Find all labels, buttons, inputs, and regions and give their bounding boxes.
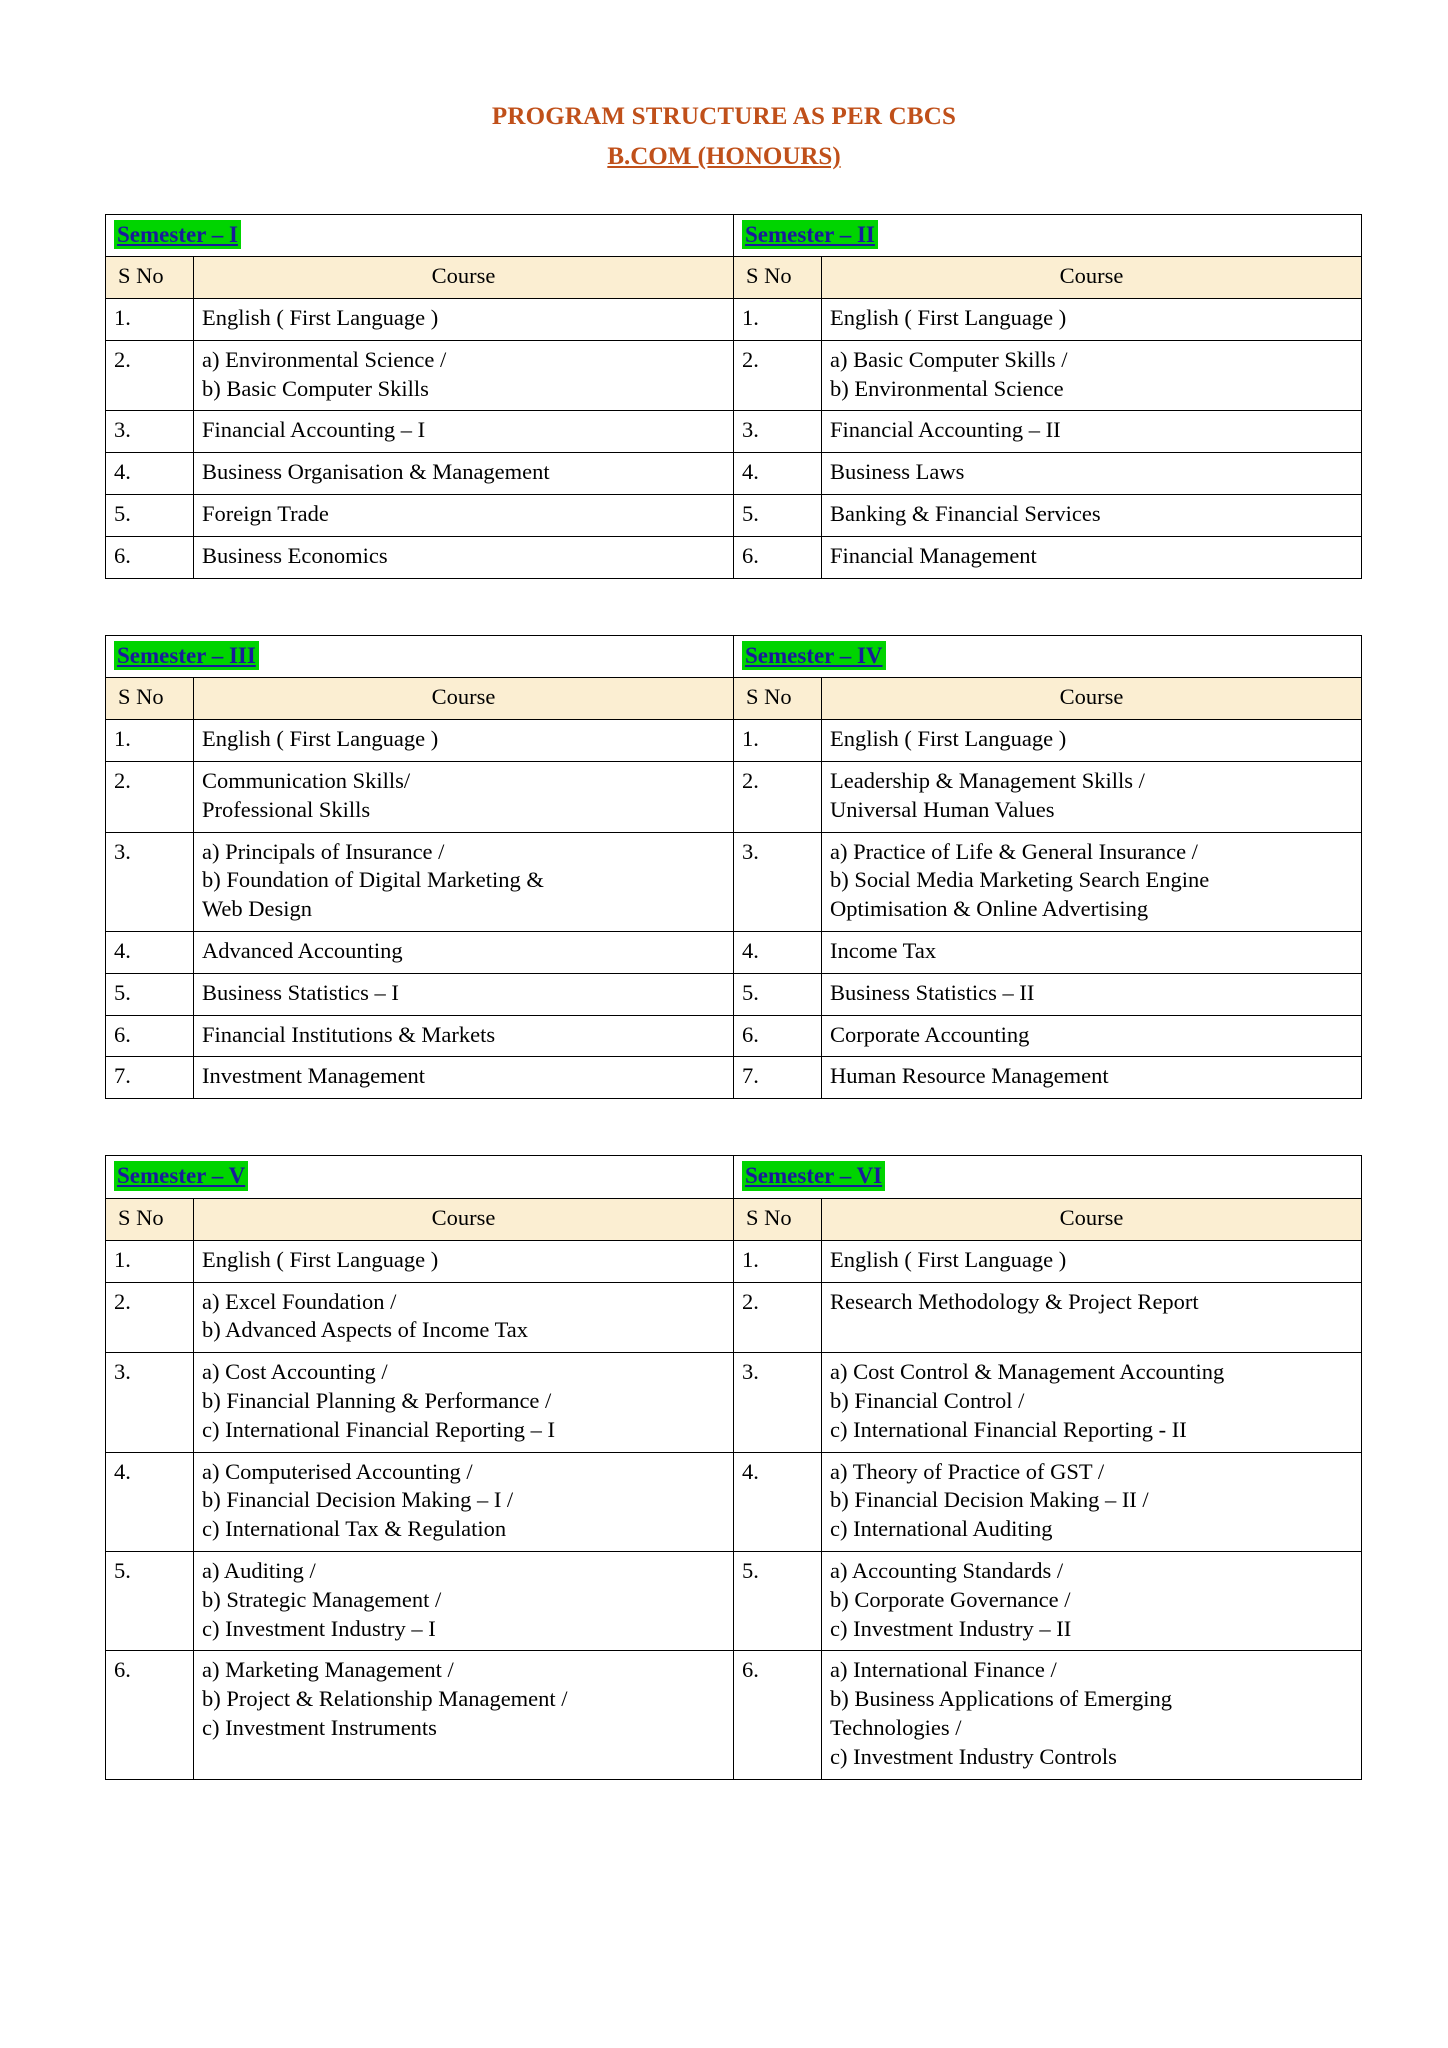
course-line: Communication Skills/ [202,768,411,794]
cell-course [822,1452,1362,1551]
table-row [106,453,1362,495]
course-line: a) Environmental Science / [202,346,447,372]
course-line: b) Environmental Science [830,375,1064,401]
course-line: Financial Management [830,542,1037,568]
cell-course [194,720,734,762]
cell-course [194,453,734,495]
course-line: English ( First Language ) [830,726,1067,752]
course-line: c) International Auditing [830,1516,1053,1542]
semester-title-row [106,635,1362,678]
column-header-course: Course [822,1199,1362,1241]
semester-title-row [106,214,1362,257]
cell-sno: 4. [734,453,822,495]
cell-sno: 5. [734,495,822,537]
cell-sno: 6. [734,1015,822,1057]
course-line: Financial Accounting – I [202,417,426,443]
course-line: a) Accounting Standards / [830,1558,1064,1583]
cell-sno: 5. [106,973,194,1015]
course-line: a) Excel Foundation / [202,1288,397,1314]
cell-course [194,1452,734,1551]
table-row [106,1057,1362,1099]
cell-course [194,832,734,931]
cell-sno: 3. [106,832,194,931]
column-header-row [106,257,1362,299]
cell-sno: 2. [734,1282,822,1353]
semester-table-body-5-6 [106,1156,1362,1779]
cell-sno: 3. [106,411,194,453]
cell-sno: 1. [734,1240,822,1282]
table-row [106,340,1362,411]
course-line: Corporate Accounting [830,1021,1030,1047]
cell-sno: 4. [106,1452,194,1551]
cell-sno: 6. [106,1651,194,1779]
cell-course [822,973,1362,1015]
table-row [106,832,1362,931]
semester-title: Semester – IV [742,641,886,670]
course-line: b) Foundation of Digital Marketing & [202,867,544,893]
table-row [106,720,1362,762]
cell-sno: 3. [734,411,822,453]
column-header-sno: S No [734,257,822,299]
course-line: Business Laws [830,459,965,485]
cell-course [194,932,734,974]
cell-course [822,1552,1362,1651]
course-line: Business Organisation & Management [202,459,550,485]
course-line: English ( First Language ) [202,305,439,331]
cell-sno: 2. [106,762,194,833]
cell-course [822,932,1362,974]
column-header-sno: S No [106,1199,194,1241]
table-row [106,762,1362,833]
semester-title: Semester – I [114,220,241,249]
table-row [106,1015,1362,1057]
course-line: a) Theory of Practice of GST / [830,1458,1105,1484]
cell-sno: 5. [734,973,822,1015]
column-header-course: Course [194,678,734,720]
cell-course [194,1057,734,1099]
semester-title-cell [734,635,1362,678]
course-line: Optimisation & Online Advertising [830,896,1149,922]
cell-sno: 4. [734,1452,822,1551]
cell-course [822,762,1362,833]
cell-course [822,1651,1362,1779]
cell-course [822,1240,1362,1282]
course-line: b) Strategic Management / [202,1586,442,1612]
table-row [106,1282,1362,1353]
cell-course [822,495,1362,537]
course-line: Business Statistics – II [830,979,1035,1005]
column-header-row [106,1199,1362,1241]
course-line: English ( First Language ) [830,1246,1067,1272]
table-row [106,1552,1362,1651]
column-header-course: Course [822,678,1362,720]
course-line: a) Principals of Insurance / [202,838,445,864]
cell-course [194,973,734,1015]
semester-title-cell [734,1156,1362,1199]
course-line: Human Resource Management [830,1063,1109,1089]
course-line: Leadership & Management Skills / [830,768,1145,794]
semester-table-3-4 [105,635,1362,1100]
cell-course [194,411,734,453]
course-line: Web Design [202,896,313,922]
cell-sno: 2. [106,1282,194,1353]
course-line: English ( First Language ) [202,726,439,752]
table-row [106,973,1362,1015]
column-header-course: Course [822,257,1362,299]
table-row [106,411,1362,453]
cell-sno: 7. [734,1057,822,1099]
cell-sno: 6. [734,536,822,578]
cell-sno: 5. [106,495,194,537]
cell-sno: 3. [734,832,822,931]
cell-sno: 7. [106,1057,194,1099]
course-line: English ( First Language ) [202,1246,439,1272]
cell-sno: 6. [106,1015,194,1057]
course-line: Investment Management [202,1063,426,1089]
cell-course [194,536,734,578]
course-line: b) Business Applications of Emerging [830,1686,1173,1712]
course-line: Banking & Financial Services [830,501,1101,527]
cell-sno: 2. [106,340,194,411]
cell-sno: 1. [734,299,822,341]
table-row [106,1452,1362,1551]
course-line: Business Economics [202,542,388,568]
cell-sno: 4. [734,932,822,974]
course-line: a) Marketing Management / [202,1657,454,1683]
cell-sno: 2. [734,340,822,411]
cell-course [194,1651,734,1779]
semester-table-1-2 [105,214,1362,579]
course-line: Financial Accounting – II [830,417,1061,443]
cell-sno: 3. [734,1353,822,1452]
cell-sno: 4. [106,932,194,974]
cell-sno: 1. [106,1240,194,1282]
semester-table-body-1-2 [106,214,1362,578]
course-line: Research Methodology & Project Report [830,1288,1199,1314]
course-line: c) International Tax & Regulation [202,1516,507,1542]
cell-course [194,1240,734,1282]
cell-course [194,1353,734,1452]
table-row [106,1651,1362,1779]
cell-course [822,453,1362,495]
cell-course [822,299,1362,341]
course-line: Foreign Trade [202,501,329,527]
cell-course [194,495,734,537]
cell-sno: 5. [734,1552,822,1651]
cell-course [822,1057,1362,1099]
cell-course [194,762,734,833]
cell-course [194,1015,734,1057]
course-line: Professional Skills [202,796,371,822]
table-row [106,932,1362,974]
semester-title: Semester – II [742,220,878,249]
course-line: a) Basic Computer Skills / [830,346,1068,372]
course-line: a) Auditing / [202,1558,316,1583]
course-line: Business Statistics – I [202,979,399,1005]
page-title: PROGRAM STRUCTURE AS PER CBCS [491,103,957,130]
course-line: c) Investment Industry Controls [830,1743,1117,1769]
semester-title-cell [106,635,734,678]
course-line: b) Financial Planning & Performance / [202,1388,552,1414]
course-line: b) Basic Computer Skills [202,375,429,401]
course-line: a) Computerised Accounting / [202,1458,473,1484]
cell-course [194,1282,734,1353]
cell-course [822,1353,1362,1452]
course-line: c) International Financial Reporting - II [830,1416,1187,1442]
cell-course [822,411,1362,453]
column-header-sno: S No [734,678,822,720]
semester-title: Semester – VI [742,1161,885,1190]
semester-table-5-6 [105,1155,1362,1779]
course-line: a) International Finance / [830,1657,1057,1683]
table-row [106,536,1362,578]
table-row [106,1240,1362,1282]
course-line: b) Financial Control / [830,1388,1025,1414]
cell-sno: 5. [106,1552,194,1651]
column-header-row [106,678,1362,720]
course-line: Advanced Accounting [202,938,403,964]
course-line: a) Practice of Life & General Insurance / [830,838,1198,864]
course-line: b) Financial Decision Making – II / [830,1487,1149,1513]
cell-sno: 1. [734,720,822,762]
cell-course [822,832,1362,931]
cell-sno: 1. [106,720,194,762]
course-line: b) Advanced Aspects of Income Tax [202,1317,529,1343]
table-row [106,495,1362,537]
cell-course [194,299,734,341]
table-row [106,1353,1362,1452]
page-subtitle: B.COM (HONOURS) [607,142,841,170]
course-line: a) Cost Control & Management Accounting [830,1359,1225,1385]
course-line: b) Project & Relationship Management / [202,1686,568,1712]
course-line: Income Tax [830,938,937,964]
cell-course [822,1015,1362,1057]
semester-title: Semester – V [114,1161,248,1190]
course-line: c) Investment Industry – I [202,1615,436,1641]
cell-course [822,720,1362,762]
cell-sno: 3. [106,1353,194,1452]
course-line: c) International Financial Reporting – I [202,1416,556,1442]
column-header-sno: S No [734,1199,822,1241]
cell-course [822,1282,1362,1353]
course-line: Universal Human Values [830,796,1055,822]
semester-title-cell [106,1156,734,1199]
course-line: b) Financial Decision Making – I / [202,1487,514,1513]
cell-course [194,1552,734,1651]
course-line: English ( First Language ) [830,305,1067,331]
cell-sno: 4. [106,453,194,495]
cell-sno: 6. [106,536,194,578]
table-row [106,299,1362,341]
course-line: c) Investment Instruments [202,1714,437,1740]
cell-course [822,536,1362,578]
cell-course [822,340,1362,411]
cell-sno: 6. [734,1651,822,1779]
semester-title-cell [734,214,1362,257]
cell-course [194,340,734,411]
semester-title-row [106,1156,1362,1199]
column-header-course: Course [194,257,734,299]
course-line: Financial Institutions & Markets [202,1021,496,1047]
cell-sno: 2. [734,762,822,833]
column-header-sno: S No [106,678,194,720]
column-header-sno: S No [106,257,194,299]
course-line: b) Social Media Marketing Search Engine [830,867,1210,893]
course-line: Technologies / [830,1714,962,1740]
cell-sno: 1. [106,299,194,341]
semester-table-body-3-4 [106,635,1362,1099]
semester-title: Semester – III [114,641,259,670]
course-line: a) Cost Accounting / [202,1359,388,1385]
column-header-course: Course [194,1199,734,1241]
semester-title-cell [106,214,734,257]
course-line: c) Investment Industry – II [830,1615,1072,1641]
course-line: b) Corporate Governance / [830,1586,1071,1612]
